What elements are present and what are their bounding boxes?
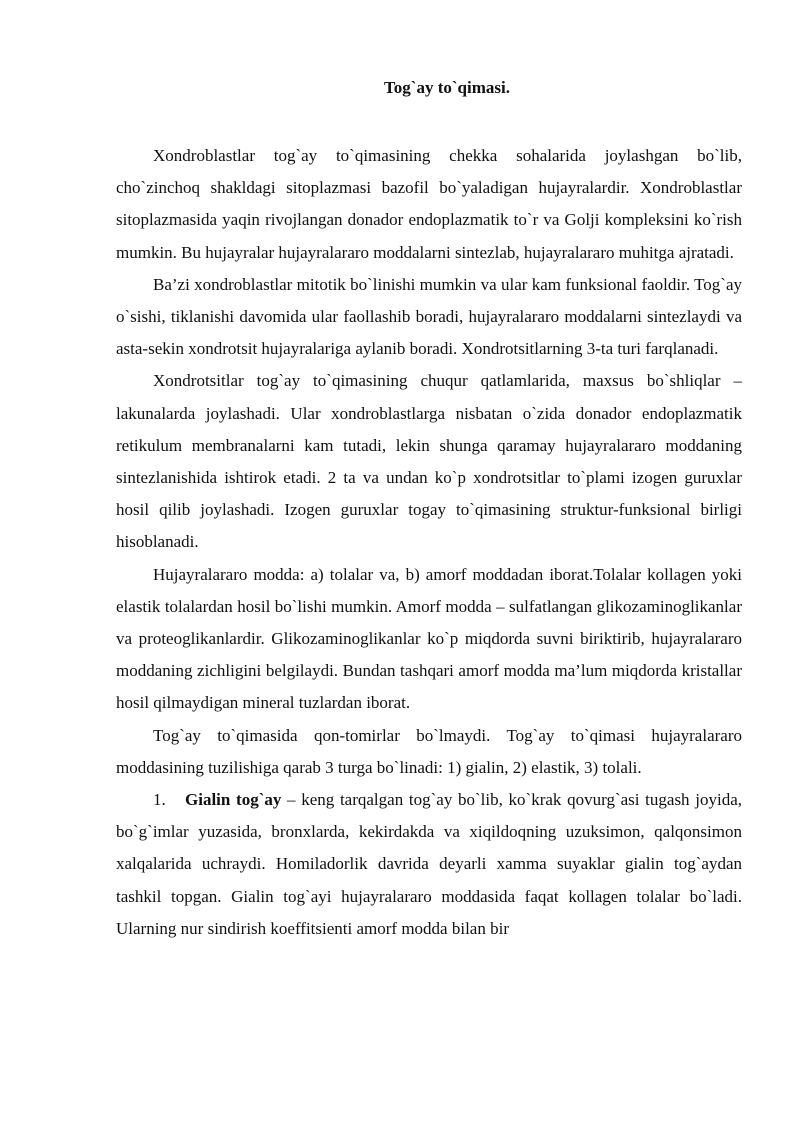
document-title: Tog`ay to`qimasi. (384, 78, 510, 97)
numbered-item-gialin (116, 784, 742, 945)
paragraph-qon-tomirlar: Tog`ay to`qimasida qon-tomirlar bo`lmaydi. Tog`ay to`qimasi hujayralararo moddasining tuzilishiga qarab 3 turga bo`linadi: 1) gialin, 2) elastik, 3) tolali. (116, 725, 742, 777)
paragraph-xondrotsitlar: Xondrotsitlar tog`ay to`qimasining chuqur qatlamlarida, maxsus bo`shliqlar – lakunalarda joylashadi. Ular xondroblastlarga nisbatan o`zida donador endoplazmatik retikulum membranalarni kam tutadi, lekin shunga qaramay hujayralararo moddaning sintezlanishida ishtirok etadi. 2 ta va undan ko`p xondrotsitlar to`plami izogen guruxlar hosil qilib joylashadi. Izogen guruxlar togay to`qimasining struktur-funksional birligi hisoblanadi. (116, 371, 742, 552)
paragraph-xondroblastlar: Xondroblastlar tog`ay to`qimasining chekka sohalarida joylashgan bo`lib, cho`zinchoq shakldagi sitoplazmasi bazofil bo`yaladigan hujayralardir. Xondroblastlar sitoplazmasida yaqin rivojlangan donador endoplazmatik to`r va Golji kompleksini ko`rish mumkin. Bu hujayralar hujayralararo moddalarni sintezlab, hujayralararo muhitga ajratadi. (116, 146, 742, 262)
paragraph-hujayralararo-modda: Hujayralararo modda: a) tolalar va, b) amorf moddadan iborat.Tolalar kollagen yoki elastik tolalardan hosil bo`lishi mumkin. Amorf modda – sulfatlangan glikozaminoglikanlar va proteoglikanlardir. Glikozaminoglikanlar ko`p miqdorda suvni biriktirib, hujayralararo moddaning zichligini belgilaydi. Bundan tashqari amorf modda ma’lum miqdorda kristallar hosil qilmaydigan mineral tuzlardan iborat. (116, 564, 742, 713)
document-page (116, 76, 742, 945)
item-text: – keng tarqalgan tog`ay bo`lib, ko`krak qovurg`asi tugash joyida, bo`g`imlar yuzasida, bronxlarda, kekirdakda va xiqildoqning uzuksimon, qalqonsimon xalqalarida uchraydi. Homiladorlik davrida deyarli xamma suyaklar gialin tog`aydan tashkil topgan. Gialin tog`ayi hujayralararo moddasida faqat kollagen tolalar bo`ladi. Ularning nur sindirish koeffitsienti amorf modda bilan bir (116, 790, 742, 938)
item-term: Gialin tog`ay (185, 790, 282, 810)
paragraph-mitotik: Ba’zi xondroblastlar mitotik bo`linishi mumkin va ular kam funksional faoldir. Tog`ay o`sishi, tiklanishi davomida ular faollashib boradi, hujayralararo moddalarni sintezlaydi va asta-sekin xondrotsit hujayralariga aylanib boradi. Xondrotsitlarning 3-ta turi farqlanadi. (116, 274, 742, 359)
item-number: 1. (153, 790, 166, 810)
